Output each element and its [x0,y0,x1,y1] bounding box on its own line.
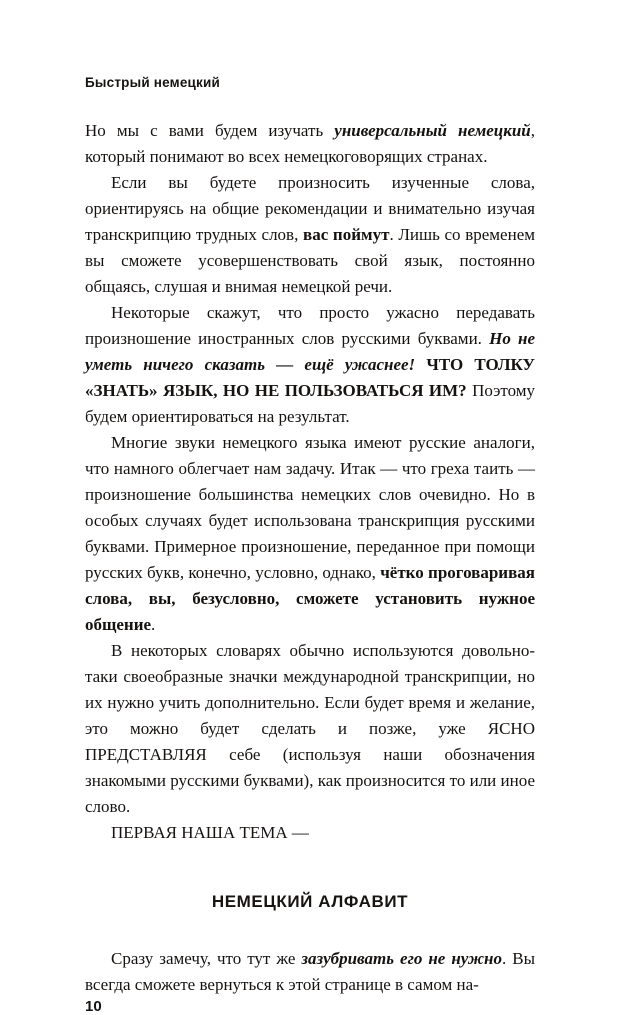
text-run: , который понимают во всех немецкоговорящих странах. [85,121,536,166]
bold-run: вас поймут [303,225,390,244]
text-run: . Лишь со временем вы сможете усовершенствовать свой язык, постоянно общаясь, слушая и внимая немецкой речи. [85,225,535,296]
bold-run: чётко проговаривая слова, вы, безусловно, сможете установить нужное общение [85,563,535,634]
bold-italic-run: Но не уметь ничего сказать — ещё ужаснее! [85,329,535,374]
paragraph-1 [85,118,535,170]
text-run: Многие звуки немецкого языка имеют русские аналоги, что намного облегчает нам задачу. Итак — что греха таить — произношение большинства немецких слов очевидно. Но в особых случаях будет использована транскрипция русскими буквами. Примерное произношение, переданное при помощи русских букв, конечно, условно, однако, [85,433,535,582]
section-heading: НЕМЕЦКИЙ АЛФАВИТ [211,892,409,911]
paragraph-2 [85,170,535,300]
text-run: . Вы всегда сможете вернуться к этой странице в самом на- [85,949,536,994]
bold-run: ЧТО ТОЛКУ «ЗНАТЬ» ЯЗЫК, НО НЕ ПОЛЬЗОВАТЬСЯ ИМ? [85,355,536,400]
text-run: . [151,615,156,634]
page-body [85,118,535,998]
text-run: ПЕРВАЯ НАША ТЕМА — [111,823,309,842]
text-run: Сразу замечу, что тут же [111,949,302,968]
text-run: Если вы будете произносить изученные слова, ориентируясь на общие рекомендации и внимательно изучая транскрипцию трудных слов, [85,173,535,244]
paragraph-5 [85,638,535,820]
page-footer [85,998,535,1015]
text-run: Некоторые скажут, что просто ужасно передавать произношение иностранных слов русскими буквами. [85,303,535,348]
page-number: 10 [85,998,102,1015]
running-header: Быстрый немецкий [85,75,221,90]
bold-italic-run: зазубривать его не нужно [301,949,502,968]
paragraph-4 [85,430,535,638]
paragraph-7 [85,946,535,998]
text-run: В некоторых словарях обычно используются довольно-таки своеобразные значки международной транскрипции, но их нужно учить дополнительно. Если будет время и желание, это можно будет сделать и позже, уже ЯСНО ПРЕДСТАВЛЯЯ себе (используя наши обозначения знакомыми русскими буквами), как произносится то или иное слово. [85,641,535,816]
paragraph-3 [85,300,535,430]
bold-italic-run: универсальный немецкий [334,121,531,140]
text-run: Но мы с вами будем изучать [85,121,335,140]
paragraph-6 [85,820,535,846]
text-run: Поэтому будем ориентироваться на результат. [85,381,536,426]
